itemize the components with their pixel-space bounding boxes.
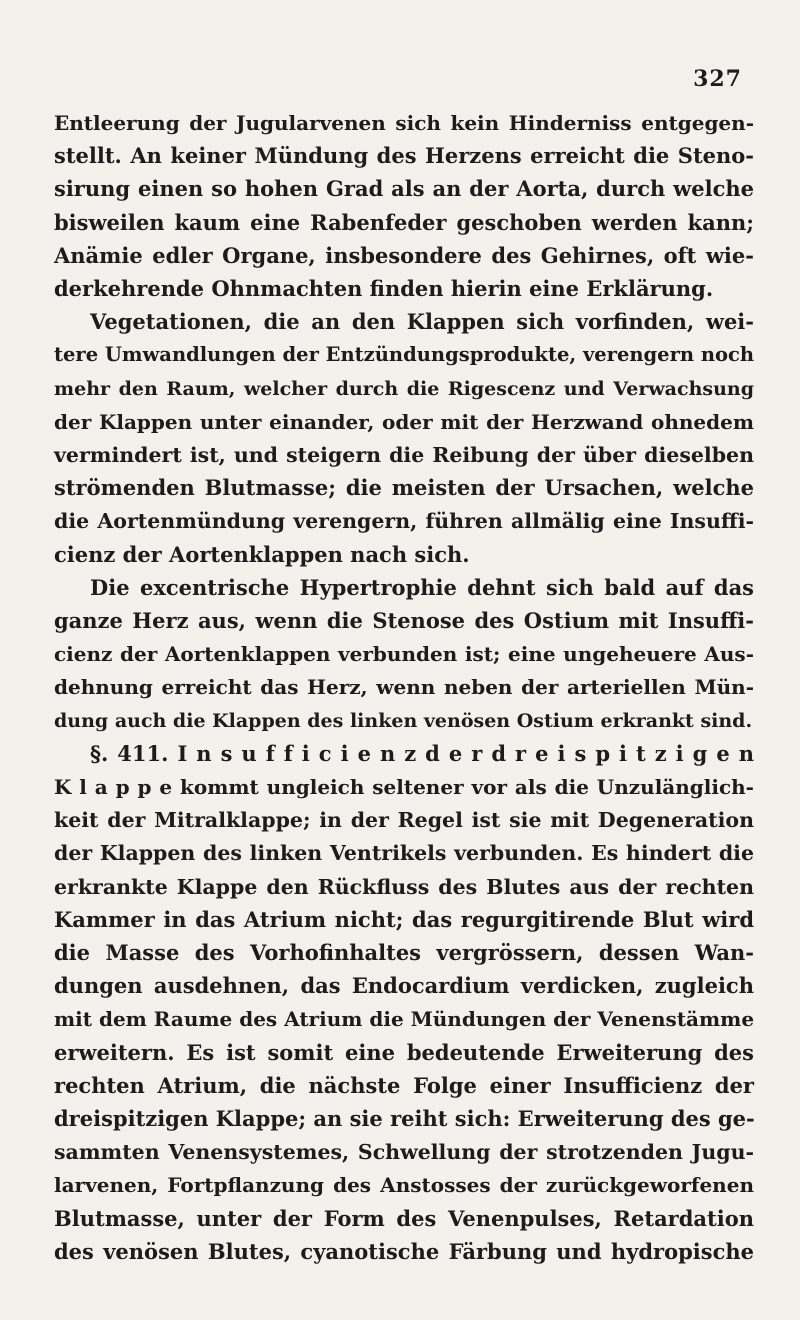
text-line: K l a p p e kommt ungleich seltener vor als die Unzulänglich- — [54, 775, 754, 799]
text-line: sirung einen so hohen Grad als an der Aorta, durch welche — [54, 176, 754, 202]
text-line: bisweilen kaum eine Rabenfeder geschoben werden kann; — [54, 209, 754, 235]
text-line: die Masse des Vorhofinhaltes vergrössern, dessen Wan- — [54, 940, 754, 965]
text-line: cienz der Aortenklappen nach sich. — [54, 541, 470, 567]
text-line: dehnung erreicht das Herz, wenn neben der arteriellen Mün- — [54, 675, 754, 700]
text-line: erweitern. Es ist somit eine bedeutende Erweiterung des — [54, 1039, 754, 1065]
text-line: larvenen, Fortpflanzung des Anstosses der zurückgeworfenen — [54, 1173, 754, 1198]
text-line: der Klappen des linken Ventrikels verbunden. Es hindert die — [54, 841, 754, 866]
page-number: 327 — [693, 66, 742, 92]
text-line: die Aortenmündung verengern, führen allmälig eine Insuffi- — [54, 509, 754, 534]
text-line: Vegetationen, die an den Klappen sich vorfinden, wei- — [90, 309, 754, 335]
text-line: erkrankte Klappe den Rückfluss des Blutes aus der rechten — [54, 874, 754, 899]
text-line: sammten Venensystemes, Schwellung der strotzenden Jugu- — [54, 1140, 754, 1165]
text-line: rechten Atrium, die nächste Folge einer Insufficienz der — [54, 1072, 754, 1098]
text-line: strömenden Blutmasse; die meisten der Ursachen, welche — [54, 475, 754, 501]
text-line: §. 411. I n s u f f i c i e n z d e r d r e i s p i t z i g e n — [90, 740, 754, 766]
text-line: dungen ausdehnen, das Endocardium verdicken, zugleich — [54, 973, 754, 999]
text-line: des venösen Blutes, cyanotische Färbung und hydropische — [54, 1238, 754, 1264]
text-line: vermindert ist, und steigern die Reibung der über dieselben — [54, 443, 754, 467]
text-line: tere Umwandlungen der Entzündungsprodukte, verengern noch — [54, 343, 755, 367]
text-line: Anämie edler Organe, insbesondere des Gehirnes, oft wie- — [54, 242, 754, 268]
text-line: derkehrende Ohnmachten finden hierin eine Erklärung. — [54, 276, 714, 301]
text-line: Kammer in das Atrium nicht; das regurgitirende Blut wird — [54, 906, 754, 932]
text-line: stellt. An keiner Mündung des Herzens erreicht die Steno- — [54, 143, 754, 169]
text-line: cienz der Aortenklappen verbunden ist; eine ungeheuere Aus- — [54, 642, 754, 667]
text-line: keit der Mitralklappe; in der Regel ist sie mit Degeneration — [54, 808, 754, 833]
text-line: mit dem Raume des Atrium die Mündungen der Venenstämme — [54, 1007, 755, 1032]
text-line: ganze Herz aus, wenn die Stenose des Ostium mit Insuffi- — [54, 608, 754, 633]
text-line: mehr den Raum, welcher durch die Rigescenz und Verwachsung — [54, 377, 754, 400]
text-line: dreispitzigen Klappe; an sie reiht sich: Erweiterung des ge- — [54, 1106, 755, 1131]
text-line: der Klappen unter einander, oder mit der Herzwand ohnedem — [54, 409, 754, 434]
text-line: Entleerung der Jugularvenen sich kein Hinderniss entgegen- — [54, 111, 754, 135]
text-line: Blutmasse, unter der Form des Venenpulses, Retardation — [54, 1205, 754, 1231]
text-line: dung auch die Klappen des linken venösen Ostium erkrankt sind. — [54, 709, 753, 732]
text-line: Die excentrische Hypertrophie dehnt sich bald auf das — [90, 574, 754, 600]
